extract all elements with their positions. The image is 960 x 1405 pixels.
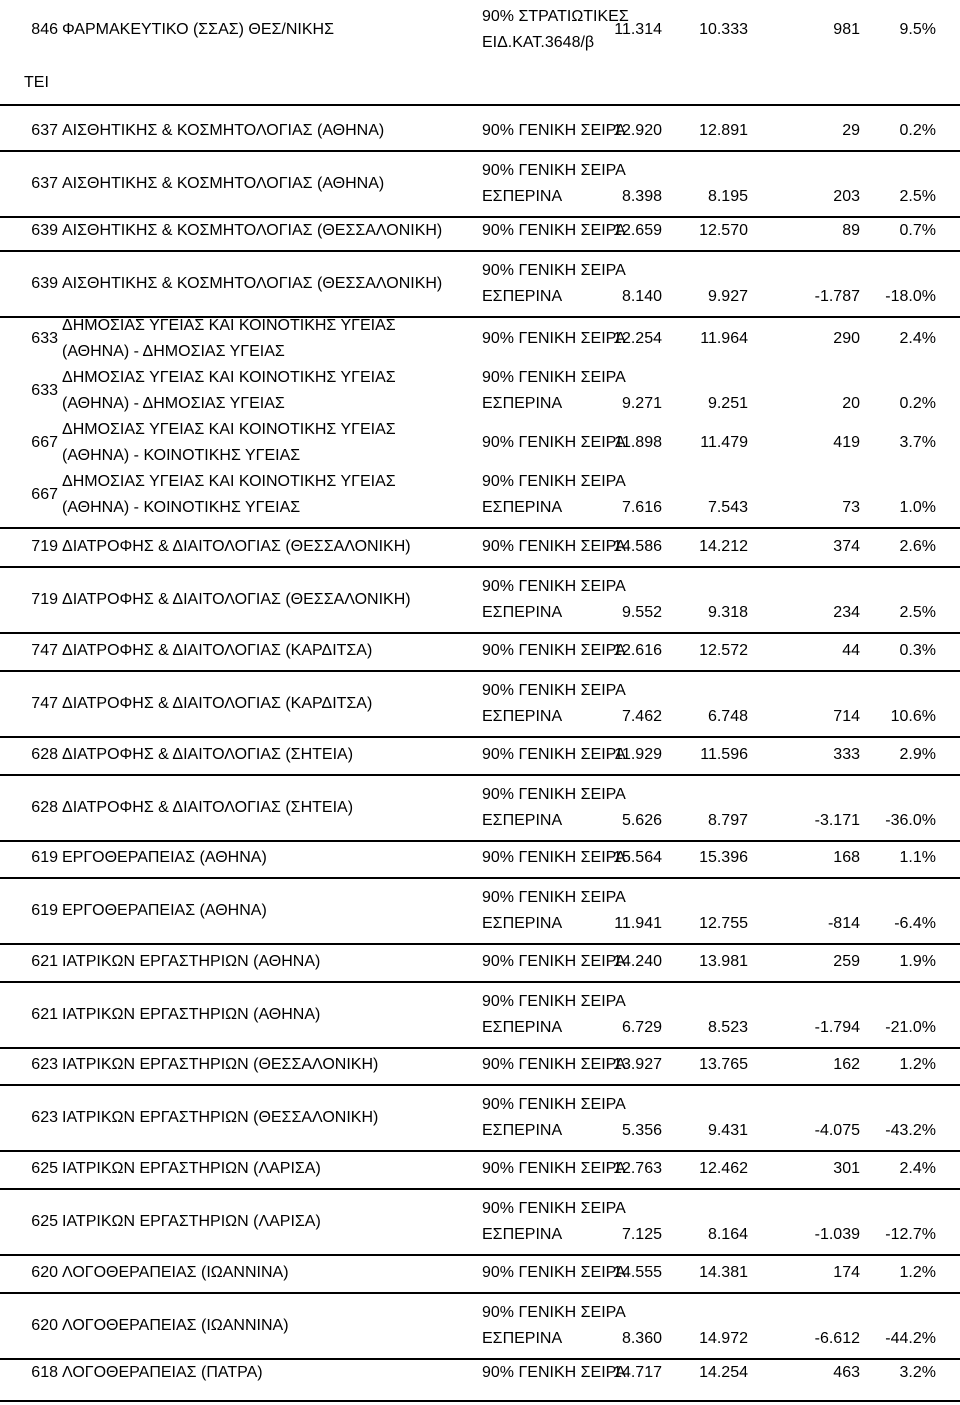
value-2: 13.981 xyxy=(699,953,748,970)
value-2: 8.195 xyxy=(707,188,748,205)
value-2: 8.523 xyxy=(707,1019,748,1036)
divider xyxy=(0,1047,960,1049)
series-line: ΕΣΠΕΡΙΝΑ xyxy=(482,188,563,205)
value-pct: -21.0% xyxy=(885,1019,936,1036)
series-line: 90% ΓΕΝΙΚΗ ΣΕΙΡΑ xyxy=(482,369,626,386)
dept-code: 623 xyxy=(31,1056,58,1073)
divider xyxy=(0,250,960,252)
dept-code: 618 xyxy=(31,1364,58,1381)
dept-code: 639 xyxy=(31,275,58,292)
value-diff: 168 xyxy=(833,849,860,866)
value-1: 7.462 xyxy=(621,708,662,725)
value-1: 14.555 xyxy=(613,1264,662,1281)
series-line: ΕΣΠΕΡΙΝΑ xyxy=(482,1019,563,1036)
dept-code: 619 xyxy=(31,902,58,919)
value-2: 6.748 xyxy=(707,708,748,725)
table-row xyxy=(0,4,960,56)
dept-name-line: ΔΗΜΟΣΙΑΣ ΥΓΕΙΑΣ ΚΑΙ ΚΟΙΝΟΤΙΚΗΣ ΥΓΕΙΑΣ xyxy=(62,317,396,334)
value-1: 14.240 xyxy=(613,953,662,970)
table-row xyxy=(0,678,960,730)
value-2: 14.212 xyxy=(699,538,748,555)
series-line: 90% ΓΕΝΙΚΗ ΣΕΙΡΑ xyxy=(482,746,626,763)
value-1: 8.140 xyxy=(621,288,662,305)
divider xyxy=(0,566,960,568)
value-pct: 2.5% xyxy=(899,604,936,621)
dept-code: 625 xyxy=(31,1213,58,1230)
series-line: 90% ΓΕΝΙΚΗ ΣΕΙΡΑ xyxy=(482,1264,626,1281)
value-pct: 2.6% xyxy=(899,538,936,555)
dept-code: 637 xyxy=(31,122,58,139)
dept-code: 628 xyxy=(31,746,58,763)
series-line: 90% ΓΕΝΙΚΗ ΣΕΙΡΑ xyxy=(482,1056,626,1073)
table-row xyxy=(0,258,960,310)
value-2: 9.431 xyxy=(707,1122,748,1139)
series-line: 90% ΓΕΝΙΚΗ ΣΕΙΡΑ xyxy=(482,786,626,803)
dept-code: 719 xyxy=(31,538,58,555)
dept-name-line: ΑΙΣΘΗΤΙΚΗΣ & ΚΟΣΜΗΤΟΛΟΓΙΑΣ (ΑΘΗΝΑ) xyxy=(62,175,385,192)
value-2: 9.927 xyxy=(707,288,748,305)
value-pct: 1.0% xyxy=(899,499,936,516)
value-diff: 73 xyxy=(842,499,860,516)
dept-name-line: (ΑΘΗΝΑ) - ΔΗΜΟΣΙΑΣ ΥΓΕΙΑΣ xyxy=(62,343,285,360)
value-diff: -1.787 xyxy=(814,288,860,305)
value-diff: 374 xyxy=(833,538,860,555)
value-pct: 2.4% xyxy=(899,1160,936,1177)
series-line: 90% ΓΕΝΙΚΗ ΣΕΙΡΑ xyxy=(482,262,626,279)
value-1: 7.616 xyxy=(621,499,662,516)
divider xyxy=(0,104,960,106)
dept-code: 747 xyxy=(31,642,58,659)
series-line: 90% ΓΕΝΙΚΗ ΣΕΙΡΑ xyxy=(482,1096,626,1113)
dept-name-line: ΔΙΑΤΡΟΦΗΣ & ΔΙΑΙΤΟΛΟΓΙΑΣ (ΚΑΡΔΙΤΣΑ) xyxy=(62,642,373,659)
divider xyxy=(0,1150,960,1152)
value-pct: -43.2% xyxy=(885,1122,936,1139)
series-line: ΕΣΠΕΡΙΝΑ xyxy=(482,288,563,305)
value-1: 11.941 xyxy=(614,915,662,932)
value-diff: 20 xyxy=(842,395,860,412)
series-line: 90% ΓΕΝΙΚΗ ΣΕΙΡΑ xyxy=(482,849,626,866)
series-line: ΕΣΠΕΡΙΝΑ xyxy=(482,395,563,412)
dept-code: 639 xyxy=(31,222,58,239)
value-1: 11.314 xyxy=(614,21,662,38)
value-pct: 1.9% xyxy=(899,953,936,970)
series-line: 90% ΓΕΝΙΚΗ ΣΕΙΡΑ xyxy=(482,434,626,451)
value-diff: 290 xyxy=(833,330,860,347)
series-line: ΕΙΔ.ΚΑΤ.3648/β xyxy=(482,34,595,51)
value-2: 14.381 xyxy=(699,1264,748,1281)
divider xyxy=(0,1292,960,1294)
value-pct: -44.2% xyxy=(885,1330,936,1347)
dept-name-line: ΔΙΑΤΡΟΦΗΣ & ΔΙΑΙΤΟΛΟΓΙΑΣ (ΣΗΤΕΙΑ) xyxy=(62,746,354,763)
value-pct: 9.5% xyxy=(899,21,936,38)
divider xyxy=(0,877,960,879)
dept-code: 621 xyxy=(31,953,58,970)
value-2: 15.396 xyxy=(699,849,748,866)
series-line: ΕΣΠΕΡΙΝΑ xyxy=(482,1122,563,1139)
series-line: ΕΣΠΕΡΙΝΑ xyxy=(482,915,563,932)
series-line: 90% ΣΤΡΑΤΙΩΤΙΚΕΣ xyxy=(482,8,629,25)
series-line: 90% ΓΕΝΙΚΗ ΣΕΙΡΑ xyxy=(482,993,626,1010)
value-1: 14.586 xyxy=(613,538,662,555)
value-2: 11.596 xyxy=(700,746,748,763)
value-pct: 1.1% xyxy=(899,849,936,866)
value-pct: 10.6% xyxy=(890,708,936,725)
dept-name-line: ΔΗΜΟΣΙΑΣ ΥΓΕΙΑΣ ΚΑΙ ΚΟΙΝΟΤΙΚΗΣ ΥΓΕΙΑΣ xyxy=(62,421,396,438)
divider xyxy=(0,840,960,842)
dept-name-line: ΙΑΤΡΙΚΩΝ ΕΡΓΑΣΤΗΡΙΩΝ (ΛΑΡΙΣΑ) xyxy=(62,1213,321,1230)
table-row xyxy=(0,989,960,1041)
value-1: 6.729 xyxy=(621,1019,662,1036)
value-diff: 259 xyxy=(833,953,860,970)
value-2: 12.755 xyxy=(699,915,748,932)
dept-code: 623 xyxy=(31,1109,58,1126)
dept-name-line: (ΑΘΗΝΑ) - ΔΗΜΟΣΙΑΣ ΥΓΕΙΑΣ xyxy=(62,395,285,412)
value-diff: 44 xyxy=(842,642,860,659)
table-row xyxy=(0,469,960,521)
value-diff: -3.171 xyxy=(814,812,860,829)
dept-code: 628 xyxy=(31,799,58,816)
section-label: ΤΕΙ xyxy=(24,74,49,91)
dept-name-line: ΔΙΑΤΡΟΦΗΣ & ΔΙΑΙΤΟΛΟΓΙΑΣ (ΚΑΡΔΙΤΣΑ) xyxy=(62,695,373,712)
value-2: 12.462 xyxy=(699,1160,748,1177)
value-pct: -18.0% xyxy=(885,288,936,305)
dept-name-line: ΙΑΤΡΙΚΩΝ ΕΡΓΑΣΤΗΡΙΩΝ (ΑΘΗΝΑ) xyxy=(62,953,321,970)
value-diff: 714 xyxy=(833,708,860,725)
value-diff: -1.794 xyxy=(814,1019,860,1036)
series-line: 90% ΓΕΝΙΚΗ ΣΕΙΡΑ xyxy=(482,1200,626,1217)
dept-code: 667 xyxy=(31,486,58,503)
value-pct: 2.9% xyxy=(899,746,936,763)
table-row xyxy=(0,1300,960,1352)
value-2: 7.543 xyxy=(707,499,748,516)
divider xyxy=(0,981,960,983)
table-row xyxy=(0,845,960,871)
divider xyxy=(0,1400,960,1402)
table-row xyxy=(0,1052,960,1078)
value-pct: 2.4% xyxy=(899,330,936,347)
value-diff: 174 xyxy=(833,1264,860,1281)
value-2: 12.891 xyxy=(699,122,748,139)
dept-name-line: ΔΗΜΟΣΙΑΣ ΥΓΕΙΑΣ ΚΑΙ ΚΟΙΝΟΤΙΚΗΣ ΥΓΕΙΑΣ xyxy=(62,369,396,386)
divider xyxy=(0,1084,960,1086)
value-pct: 0.3% xyxy=(899,642,936,659)
dept-name-line: ΔΗΜΟΣΙΑΣ ΥΓΕΙΑΣ ΚΑΙ ΚΟΙΝΟΤΙΚΗΣ ΥΓΕΙΑΣ xyxy=(62,473,396,490)
dept-name-line: ΙΑΤΡΙΚΩΝ ΕΡΓΑΣΤΗΡΙΩΝ (ΑΘΗΝΑ) xyxy=(62,1006,321,1023)
divider xyxy=(0,632,960,634)
series-line: ΕΣΠΕΡΙΝΑ xyxy=(482,708,563,725)
value-1: 13.927 xyxy=(613,1056,662,1073)
value-2: 11.964 xyxy=(700,330,748,347)
series-line: 90% ΓΕΝΙΚΗ ΣΕΙΡΑ xyxy=(482,953,626,970)
value-2: 14.254 xyxy=(699,1364,748,1381)
dept-name-line: ΔΙΑΤΡΟΦΗΣ & ΔΙΑΙΤΟΛΟΓΙΑΣ (ΣΗΤΕΙΑ) xyxy=(62,799,354,816)
value-diff: 301 xyxy=(833,1160,860,1177)
value-2: 9.251 xyxy=(707,395,748,412)
value-diff: 203 xyxy=(833,188,860,205)
dept-name-line: ΔΙΑΤΡΟΦΗΣ & ΔΙΑΙΤΟΛΟΓΙΑΣ (ΘΕΣΣΑΛΟΝΙΚΗ) xyxy=(62,591,411,608)
value-pct: 0.7% xyxy=(899,222,936,239)
value-1: 12.763 xyxy=(613,1160,662,1177)
table-row xyxy=(0,365,960,417)
value-diff: 463 xyxy=(833,1364,860,1381)
value-diff: 333 xyxy=(833,746,860,763)
dept-name-line: ΕΡΓΟΘΕΡΑΠΕΙΑΣ (ΑΘΗΝΑ) xyxy=(62,849,267,866)
value-1: 15.564 xyxy=(613,849,662,866)
divider xyxy=(0,1254,960,1256)
value-1: 12.920 xyxy=(613,122,662,139)
table-row xyxy=(0,1260,960,1286)
dept-name-line: ΑΙΣΘΗΤΙΚΗΣ & ΚΟΣΜΗΤΟΛΟΓΙΑΣ (ΘΕΣΣΑΛΟΝΙΚΗ) xyxy=(62,275,443,292)
dept-name-line: ΙΑΤΡΙΚΩΝ ΕΡΓΑΣΤΗΡΙΩΝ (ΘΕΣΣΑΛΟΝΙΚΗ) xyxy=(62,1056,379,1073)
table-row xyxy=(0,1092,960,1144)
dept-name-line: ΙΑΤΡΙΚΩΝ ΕΡΓΑΣΤΗΡΙΩΝ (ΘΕΣΣΑΛΟΝΙΚΗ) xyxy=(62,1109,379,1126)
value-1: 12.659 xyxy=(613,222,662,239)
series-line: 90% ΓΕΝΙΚΗ ΣΕΙΡΑ xyxy=(482,473,626,490)
value-pct: 3.2% xyxy=(899,1364,936,1381)
table-row xyxy=(0,949,960,975)
value-diff: 981 xyxy=(833,21,860,38)
value-1: 9.271 xyxy=(621,395,662,412)
divider xyxy=(0,1188,960,1190)
dept-name-line: ΛΟΓΟΘΕΡΑΠΕΙΑΣ (ΙΩΑΝΝΙΝΑ) xyxy=(62,1264,289,1281)
value-1: 14.717 xyxy=(613,1364,662,1381)
dept-code: 620 xyxy=(31,1317,58,1334)
dept-code: 621 xyxy=(31,1006,58,1023)
series-line: 90% ΓΕΝΙΚΗ ΣΕΙΡΑ xyxy=(482,1160,626,1177)
divider xyxy=(0,527,960,529)
dept-name-line: (ΑΘΗΝΑ) - ΚΟΙΝΟΤΙΚΗΣ ΥΓΕΙΑΣ xyxy=(62,447,301,464)
dept-code: 625 xyxy=(31,1160,58,1177)
value-pct: -6.4% xyxy=(894,915,936,932)
dept-name-line: ΕΡΓΟΘΕΡΑΠΕΙΑΣ (ΑΘΗΝΑ) xyxy=(62,902,267,919)
series-line: 90% ΓΕΝΙΚΗ ΣΕΙΡΑ xyxy=(482,330,626,347)
value-pct: 1.2% xyxy=(899,1056,936,1073)
series-line: ΕΣΠΕΡΙΝΑ xyxy=(482,604,563,621)
table-row xyxy=(0,158,960,210)
value-1: 7.125 xyxy=(621,1226,662,1243)
value-pct: -36.0% xyxy=(885,812,936,829)
dept-code: 637 xyxy=(31,175,58,192)
table-row xyxy=(0,1196,960,1248)
dept-code: 667 xyxy=(31,434,58,451)
value-2: 8.797 xyxy=(707,812,748,829)
dept-name: ΦΑΡΜΑΚΕΥΤΙΚΟ (ΣΣΑΣ) ΘΕΣ/ΝΙΚΗΣ xyxy=(62,21,334,38)
value-diff: -814 xyxy=(827,915,860,932)
value-diff: 29 xyxy=(842,122,860,139)
series-line: 90% ΓΕΝΙΚΗ ΣΕΙΡΑ xyxy=(482,682,626,699)
series-line: ΕΣΠΕΡΙΝΑ xyxy=(482,1330,563,1347)
divider xyxy=(0,150,960,152)
series-line: 90% ΓΕΝΙΚΗ ΣΕΙΡΑ xyxy=(482,642,626,659)
value-2: 9.318 xyxy=(707,604,748,621)
dept-name-line: ΔΙΑΤΡΟΦΗΣ & ΔΙΑΙΤΟΛΟΓΙΑΣ (ΘΕΣΣΑΛΟΝΙΚΗ) xyxy=(62,538,411,555)
table-row xyxy=(0,574,960,626)
dept-name-line: (ΑΘΗΝΑ) - ΚΟΙΝΟΤΙΚΗΣ ΥΓΕΙΑΣ xyxy=(62,499,301,516)
dept-name-line: ΑΙΣΘΗΤΙΚΗΣ & ΚΟΣΜΗΤΟΛΟΓΙΑΣ (ΑΘΗΝΑ) xyxy=(62,122,385,139)
value-diff: 419 xyxy=(833,434,860,451)
series-line: ΕΣΠΕΡΙΝΑ xyxy=(482,499,563,516)
table-row xyxy=(0,1360,960,1386)
series-line: ΕΣΠΕΡΙΝΑ xyxy=(482,1226,563,1243)
value-1: 8.360 xyxy=(621,1330,662,1347)
value-1: 11.929 xyxy=(614,746,662,763)
series-line: 90% ΓΕΝΙΚΗ ΣΕΙΡΑ xyxy=(482,538,626,555)
table-row xyxy=(0,118,960,144)
divider xyxy=(0,670,960,672)
value-1: 11.898 xyxy=(614,434,662,451)
value-pct: -12.7% xyxy=(885,1226,936,1243)
value-pct: 2.5% xyxy=(899,188,936,205)
table-row xyxy=(0,218,960,244)
value-2: 10.333 xyxy=(699,21,748,38)
divider xyxy=(0,943,960,945)
series-line: 90% ΓΕΝΙΚΗ ΣΕΙΡΑ xyxy=(482,889,626,906)
dept-code: 633 xyxy=(31,330,58,347)
value-diff: 89 xyxy=(842,222,860,239)
series-line: 90% ΓΕΝΙΚΗ ΣΕΙΡΑ xyxy=(482,222,626,239)
dept-name-line: ΑΙΣΘΗΤΙΚΗΣ & ΚΟΣΜΗΤΟΛΟΓΙΑΣ (ΘΕΣΣΑΛΟΝΙΚΗ) xyxy=(62,222,443,239)
value-1: 8.398 xyxy=(621,188,662,205)
dept-code: 846 xyxy=(31,21,58,38)
value-2: 8.164 xyxy=(707,1226,748,1243)
series-line: 90% ΓΕΝΙΚΗ ΣΕΙΡΑ xyxy=(482,578,626,595)
table-row xyxy=(0,417,960,469)
dept-name-line: ΛΟΓΟΘΕΡΑΠΕΙΑΣ (ΠΑΤΡΑ) xyxy=(62,1364,263,1381)
series-line: 90% ΓΕΝΙΚΗ ΣΕΙΡΑ xyxy=(482,1364,626,1381)
dept-code: 633 xyxy=(31,382,58,399)
value-2: 14.972 xyxy=(699,1330,748,1347)
divider xyxy=(0,774,960,776)
table-row xyxy=(0,1156,960,1182)
dept-code: 747 xyxy=(31,695,58,712)
table-row xyxy=(0,638,960,664)
value-diff: 234 xyxy=(833,604,860,621)
value-diff: -6.612 xyxy=(814,1330,860,1347)
dept-code: 619 xyxy=(31,849,58,866)
dept-name-line: ΙΑΤΡΙΚΩΝ ΕΡΓΑΣΤΗΡΙΩΝ (ΛΑΡΙΣΑ) xyxy=(62,1160,321,1177)
value-2: 12.572 xyxy=(699,642,748,659)
value-2: 12.570 xyxy=(699,222,748,239)
value-pct: 1.2% xyxy=(899,1264,936,1281)
table-row xyxy=(0,313,960,365)
series-line: 90% ΓΕΝΙΚΗ ΣΕΙΡΑ xyxy=(482,122,626,139)
value-1: 12.616 xyxy=(613,642,662,659)
value-diff: 162 xyxy=(833,1056,860,1073)
divider xyxy=(0,736,960,738)
value-diff: -1.039 xyxy=(814,1226,860,1243)
table-row xyxy=(0,782,960,834)
table-row xyxy=(0,534,960,560)
value-pct: 0.2% xyxy=(899,122,936,139)
dept-code: 620 xyxy=(31,1264,58,1281)
series-line: ΕΣΠΕΡΙΝΑ xyxy=(482,812,563,829)
value-1: 9.552 xyxy=(621,604,662,621)
value-1: 12.254 xyxy=(613,330,662,347)
series-line: 90% ΓΕΝΙΚΗ ΣΕΙΡΑ xyxy=(482,1304,626,1321)
value-pct: 0.2% xyxy=(899,395,936,412)
value-1: 5.626 xyxy=(621,812,662,829)
table-row xyxy=(0,742,960,768)
value-1: 5.356 xyxy=(621,1122,662,1139)
table-row xyxy=(0,885,960,937)
value-diff: -4.075 xyxy=(814,1122,860,1139)
dept-name-line: ΛΟΓΟΘΕΡΑΠΕΙΑΣ (ΙΩΑΝΝΙΝΑ) xyxy=(62,1317,289,1334)
value-2: 13.765 xyxy=(699,1056,748,1073)
value-2: 11.479 xyxy=(700,434,748,451)
dept-code: 719 xyxy=(31,591,58,608)
value-pct: 3.7% xyxy=(899,434,936,451)
series-line: 90% ΓΕΝΙΚΗ ΣΕΙΡΑ xyxy=(482,162,626,179)
